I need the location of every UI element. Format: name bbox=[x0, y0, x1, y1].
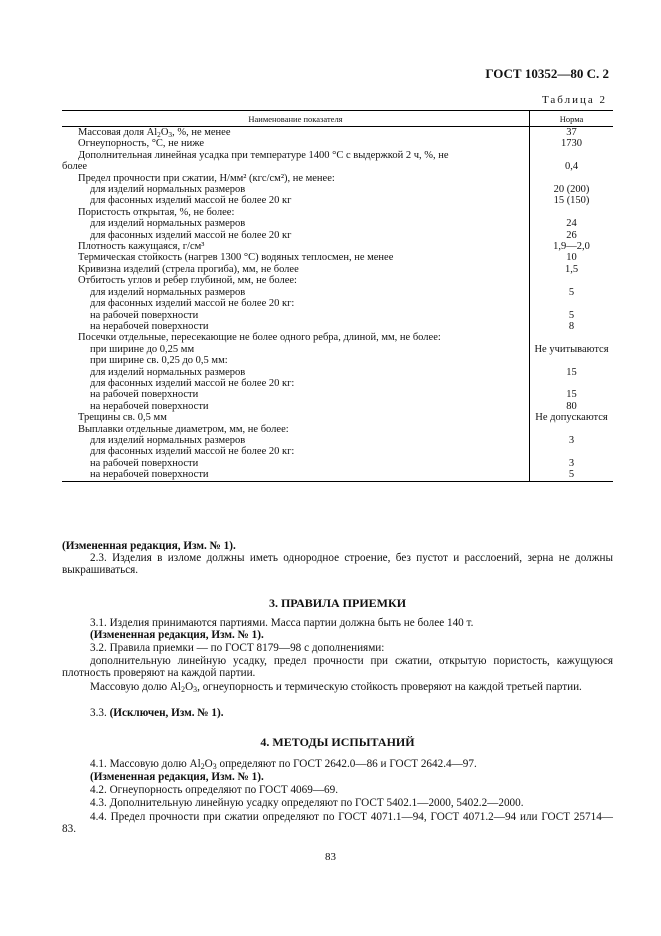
table-row bbox=[62, 150, 613, 161]
row-norm-value bbox=[530, 298, 614, 309]
table-row bbox=[62, 184, 613, 195]
row-norm-value: 10 bbox=[530, 252, 614, 263]
table-row bbox=[62, 275, 613, 286]
row-norm-value: 3 bbox=[530, 435, 614, 446]
page-number: 83 bbox=[325, 851, 336, 863]
row-norm-value bbox=[530, 355, 614, 366]
row-name: при ширине до 0,25 мм bbox=[90, 343, 195, 355]
row-norm-value: Не учитываются bbox=[530, 344, 614, 355]
row-name: для изделий нормальных размеров bbox=[90, 286, 246, 298]
table-row bbox=[62, 264, 613, 275]
table-row bbox=[62, 321, 613, 332]
row-norm-value: 15 bbox=[530, 389, 614, 400]
row-norm-value: 1730 bbox=[530, 138, 614, 149]
row-norm-value bbox=[530, 378, 614, 389]
row-norm-value bbox=[530, 275, 614, 286]
row-norm-value: 8 bbox=[530, 321, 614, 332]
row-name: на нерабочей поверхности bbox=[90, 320, 209, 332]
table-row bbox=[62, 241, 613, 252]
column-header-norm: Норма bbox=[530, 111, 614, 127]
row-name: для изделий нормальных размеров bbox=[90, 218, 246, 230]
row-name: Огнеупорность, °С, не ниже bbox=[78, 138, 205, 150]
column-header-name: Наименование показателя bbox=[62, 111, 530, 127]
row-name: на рабочей поверхности bbox=[90, 309, 199, 321]
row-name: Посечки отдельные, пересекающие не более одного ребра, длиной, мм, не более: bbox=[78, 332, 441, 344]
row-norm-value: 20 (200) bbox=[530, 184, 614, 195]
table-caption: Таблица 2 bbox=[541, 94, 607, 106]
paragraph-3-2-detail: дополнительную линейную усадку, предел прочности при сжатии, открытую пористость, кажущуюся плотность проверяют на каждой партии. bbox=[62, 655, 613, 680]
table-row bbox=[62, 401, 613, 412]
row-norm-value: Не допускаются bbox=[530, 412, 614, 423]
row-name: для изделий нормальных размеров bbox=[90, 434, 246, 446]
row-norm-value: 24 bbox=[530, 218, 614, 229]
table-row bbox=[62, 469, 613, 481]
table-row bbox=[62, 332, 613, 343]
edit-note-1: (Измененная редакция, Изм. № 1). bbox=[62, 540, 236, 552]
table-row bbox=[62, 287, 613, 298]
row-norm-value bbox=[530, 446, 614, 457]
paragraph-4-3: 4.3. Дополнительную линейную усадку определяют по ГОСТ 5402.1—2000, 5402.2—2000. bbox=[90, 797, 524, 809]
row-norm-value bbox=[530, 332, 614, 343]
row-name: Выплавки отдельные диаметром, мм, не более: bbox=[78, 423, 289, 435]
paragraph-2-3: 2.3. Изделия в изломе должны иметь однородное строение, без пустот и расслоений, зерна не должны выкрашиваться. bbox=[62, 552, 613, 577]
paragraph-4-2: 4.2. Огнеупорность определяют по ГОСТ 4069—69. bbox=[90, 784, 338, 796]
row-name: для фасонных изделий массой не более 20 кг: bbox=[90, 446, 295, 458]
paragraph-4-4: 4.4. Предел прочности при сжатии определяют по ГОСТ 4071.1—94, ГОСТ 4071.2—94 или ГОСТ 25714—83. bbox=[62, 811, 613, 836]
row-name: Дополнительная линейная усадка при температуре 1400 °С с выдержкой 2 ч, %, не bbox=[78, 149, 449, 161]
row-norm-value: 26 bbox=[530, 230, 614, 241]
table-row bbox=[62, 446, 613, 457]
properties-table bbox=[62, 110, 613, 482]
table-row bbox=[62, 138, 613, 149]
row-norm-value bbox=[530, 207, 614, 218]
table-row bbox=[62, 310, 613, 321]
row-norm-value bbox=[530, 173, 614, 184]
row-name: для фасонных изделий массой не более 20 кг bbox=[90, 229, 292, 241]
table-row bbox=[62, 367, 613, 378]
table-row bbox=[62, 412, 613, 423]
table-row bbox=[62, 207, 613, 218]
table-row bbox=[62, 230, 613, 241]
table-row bbox=[62, 161, 613, 172]
paragraph-3-2-al2o3: Массовую долю $Al_2O_3$, огнеупорность и термическую стойкость проверяют на каждой третьей партии. bbox=[90, 681, 582, 694]
row-norm-value: 3 bbox=[530, 458, 614, 469]
table-row bbox=[62, 173, 613, 184]
row-norm-value: 1,5 bbox=[530, 264, 614, 275]
row-norm-value: 80 bbox=[530, 401, 614, 412]
row-name: на рабочей поверхности bbox=[90, 457, 199, 469]
row-name: для фасонных изделий массой не более 20 кг: bbox=[90, 377, 295, 389]
page-header: ГОСТ 10352—80 С. 2 bbox=[485, 66, 609, 81]
edit-note-2: (Измененная редакция, Изм. № 1). bbox=[90, 629, 264, 641]
row-name: Кривизна изделий (стрела прогиба), мм, не более bbox=[78, 263, 299, 275]
table-row bbox=[62, 424, 613, 435]
row-norm-value: 37 bbox=[530, 127, 614, 139]
row-name: для фасонных изделий массой не более 20 кг bbox=[90, 195, 292, 207]
table-row bbox=[62, 389, 613, 400]
row-name: на рабочей поверхности bbox=[90, 389, 199, 401]
table-row bbox=[62, 298, 613, 309]
edit-note-3: (Измененная редакция, Изм. № 1). bbox=[90, 771, 264, 783]
paragraph-4-1: 4.1. Массовую долю $Al_2O_3$ определяют по ГОСТ 2642.0—86 и ГОСТ 2642.4—97. bbox=[90, 758, 477, 771]
table-row bbox=[62, 195, 613, 206]
row-norm-value: 15 bbox=[530, 367, 614, 378]
row-name: Предел прочности при сжатии, Н/мм² (кгс/см²), не менее: bbox=[78, 172, 335, 184]
table-row bbox=[62, 378, 613, 389]
row-name: Массовая доля $Al_2O_3$, %, не менее bbox=[78, 127, 231, 139]
row-name: для изделий нормальных размеров bbox=[90, 366, 246, 378]
row-name: более bbox=[62, 161, 88, 173]
table-row bbox=[62, 127, 613, 139]
row-name: Пористость открытая, %, не более: bbox=[78, 206, 235, 218]
row-name: Трещины св. 0,5 мм bbox=[78, 412, 167, 424]
table-row bbox=[62, 355, 613, 366]
row-name: Отбитость углов и ребер глубиной, мм, не более: bbox=[78, 275, 297, 287]
table-row bbox=[62, 344, 613, 355]
row-norm-value: 5 bbox=[530, 469, 614, 481]
row-name: для изделий нормальных размеров bbox=[90, 184, 246, 196]
table-row bbox=[62, 218, 613, 229]
row-norm-value bbox=[530, 150, 614, 161]
row-norm-value: 5 bbox=[530, 310, 614, 321]
table-row bbox=[62, 435, 613, 446]
row-name: при ширине св. 0,25 до 0,5 мм: bbox=[90, 355, 228, 367]
row-norm-value: 1,9—2,0 bbox=[530, 241, 614, 252]
row-norm-value bbox=[530, 424, 614, 435]
paragraph-3-2: 3.2. Правила приемки — по ГОСТ 8179—98 с дополнениями: bbox=[90, 642, 385, 654]
row-norm-value: 0,4 bbox=[530, 161, 614, 172]
table-row bbox=[62, 252, 613, 263]
section-4-heading: 4. МЕТОДЫ ИСПЫТАНИЙ bbox=[260, 735, 415, 749]
row-name: для фасонных изделий массой не более 20 кг: bbox=[90, 298, 295, 310]
row-name: на нерабочей поверхности bbox=[62, 469, 530, 481]
table-row bbox=[62, 458, 613, 469]
paragraph-3-3: 3.3. (Исключен, Изм. № 1). bbox=[90, 707, 224, 719]
row-norm-value: 15 (150) bbox=[530, 195, 614, 206]
section-3-heading: 3. ПРАВИЛА ПРИЕМКИ bbox=[268, 596, 407, 610]
row-name: Плотность кажущаяся, г/см³ bbox=[78, 241, 205, 253]
row-name: Термическая стойкость (нагрев 1300 °С) водяных теплосмен, не менее bbox=[78, 252, 394, 264]
row-name: на нерабочей поверхности bbox=[90, 400, 209, 412]
paragraph-3-1: 3.1. Изделия принимаются партиями. Масса партии должна быть не более 140 т. bbox=[90, 617, 474, 629]
row-norm-value: 5 bbox=[530, 287, 614, 298]
